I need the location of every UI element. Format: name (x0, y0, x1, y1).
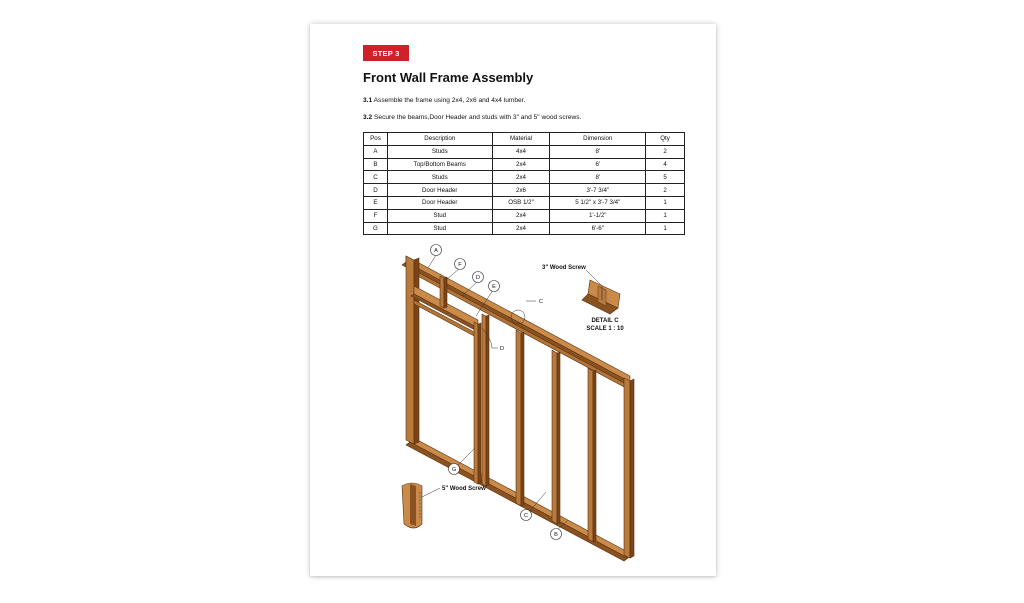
detail-5-screw (402, 483, 486, 528)
header-pos: Pos (364, 133, 388, 146)
cell-pos: F (364, 209, 388, 222)
screw-3-label: 3" Wood Screw (542, 265, 586, 271)
instruction-page (310, 24, 716, 576)
header-qty: Qty (646, 133, 685, 146)
callout-d-lower: D (499, 346, 505, 352)
cell-dimension: 5 1/2" x 3'-7 3/4" (550, 196, 646, 209)
cell-material: 2x4 (492, 222, 550, 235)
cell-dimension: 8' (550, 145, 646, 158)
cell-description: Top/Bottom Beams (387, 158, 492, 171)
screw-5-label: 5" Wood Screw (442, 486, 486, 492)
stud-g (474, 322, 478, 484)
stud-a-right (624, 378, 630, 558)
cell-dimension: 6' (550, 158, 646, 171)
cell-description: Door Header (387, 196, 492, 209)
cell-material: 2x4 (492, 171, 550, 184)
cell-pos: G (364, 222, 388, 235)
callout-c-top: C (538, 299, 544, 305)
cell-pos: D (364, 184, 388, 197)
cell-dimension: 1'-1/2" (550, 209, 646, 222)
cell-pos: B (364, 158, 388, 171)
detail-c-scale: SCALE 1 : 10 (586, 326, 624, 332)
instruction-2-text: Secure the beams,Door Header and studs with 3" and 5" wood screws. (374, 114, 582, 121)
cell-material: OSB 1/2" (492, 196, 550, 209)
header-description: Description (387, 133, 492, 146)
detail-c-title: DETAIL C (591, 318, 619, 324)
cell-material: 4x4 (492, 145, 550, 158)
cell-qty: 2 (646, 145, 685, 158)
callout-f: F (458, 262, 462, 268)
cell-dimension: 6'-6" (550, 222, 646, 235)
header-dimension: Dimension (550, 133, 646, 146)
callout-b: B (554, 532, 558, 538)
cell-description: Door Header (387, 184, 492, 197)
stud-f (440, 276, 444, 308)
stud-c-3 (552, 350, 557, 524)
page-title: Front Wall Frame Assembly (363, 70, 534, 85)
cell-pos: E (364, 196, 388, 209)
cell-description: Studs (387, 145, 492, 158)
callout-e: E (492, 284, 496, 290)
callout-c-bottom: C (523, 513, 529, 519)
cell-pos: C (364, 171, 388, 184)
cell-qty: 1 (646, 209, 685, 222)
detail-c (542, 265, 624, 332)
instruction-1-number: 3.1 (363, 97, 373, 104)
stud-c-2 (516, 330, 521, 506)
cell-qty: 5 (646, 171, 685, 184)
callout-a: A (434, 248, 438, 254)
cell-material: 2x4 (492, 209, 550, 222)
cell-dimension: 8' (550, 171, 646, 184)
header-material: Material (492, 133, 550, 146)
instruction-1-text: Assemble the frame using 2x4, 2x6 and 4x4 lumber. (373, 97, 526, 104)
cell-dimension: 3'-7 3/4" (550, 184, 646, 197)
callout-g: G (451, 467, 457, 473)
cell-qty: 2 (646, 184, 685, 197)
wall-frame-diagram (310, 24, 716, 576)
cell-qty: 4 (646, 158, 685, 171)
callout-d: D (475, 275, 481, 281)
cell-qty: 1 (646, 196, 685, 209)
cell-pos: A (364, 145, 388, 158)
cell-description: Studs (387, 171, 492, 184)
cell-material: 2x4 (492, 158, 550, 171)
stud-a-left (406, 256, 414, 444)
cell-description: Stud (387, 209, 492, 222)
stud-c-4 (588, 368, 593, 542)
instruction-2-number: 3.2 (363, 114, 373, 121)
cell-description: Stud (387, 222, 492, 235)
cell-qty: 1 (646, 222, 685, 235)
step-label: STEP 3 (372, 48, 400, 58)
cell-material: 2x6 (492, 184, 550, 197)
stud-c-1 (482, 314, 486, 486)
